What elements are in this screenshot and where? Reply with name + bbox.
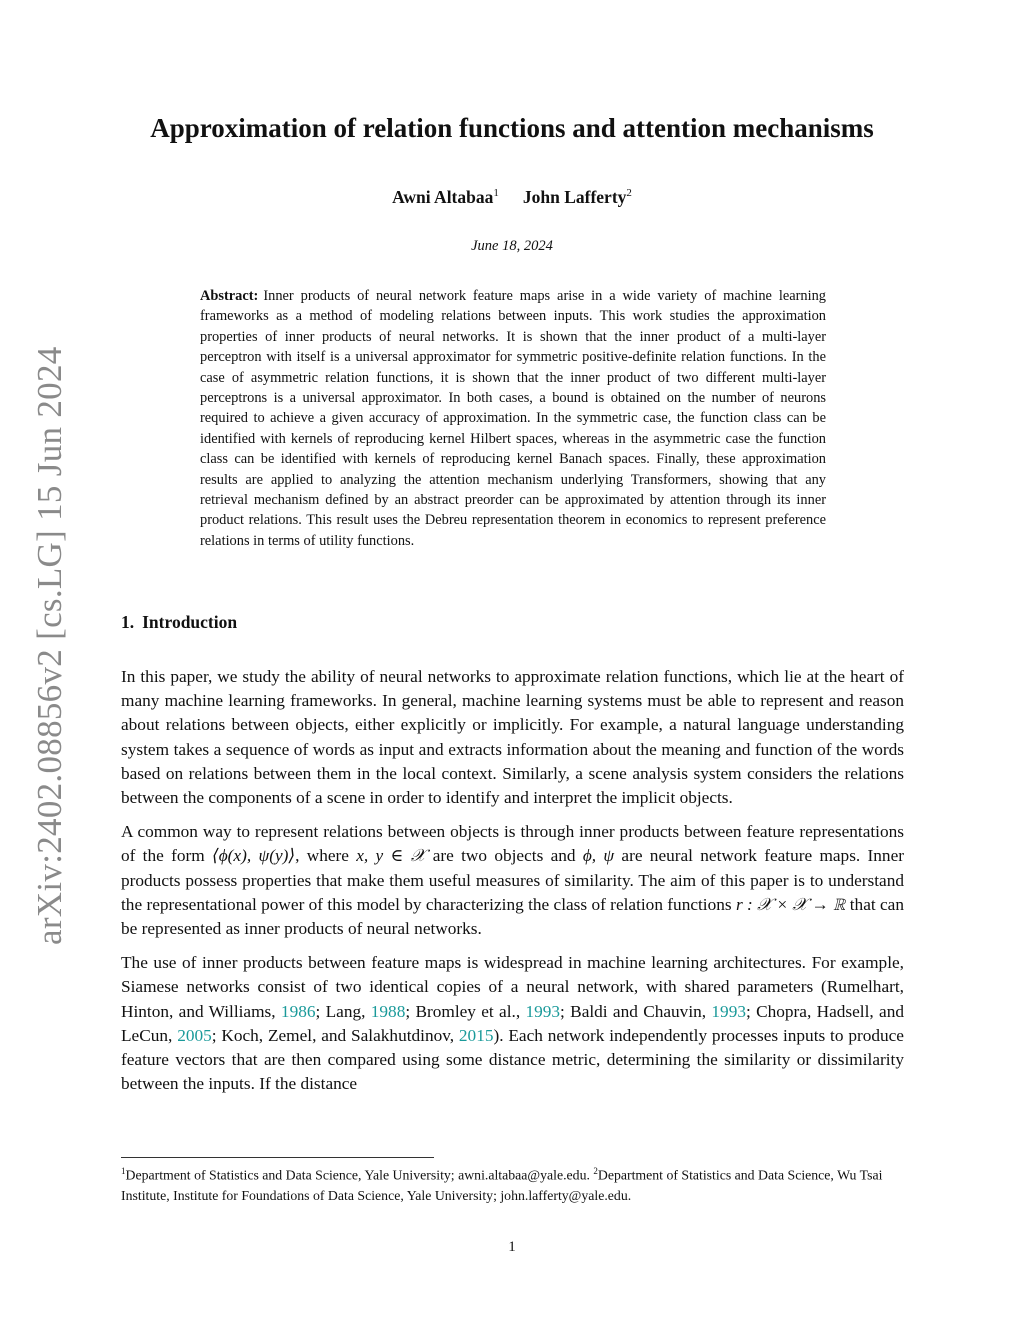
citation-link[interactable]: 1993: [525, 1001, 561, 1021]
author-list: [0, 187, 1024, 208]
paper-title: Approximation of relation functions and attention mechanisms: [150, 113, 874, 143]
text-run: ; Koch, Zemel, and Salakhutdinov,: [211, 1025, 459, 1045]
page-number: 1: [508, 1239, 516, 1255]
author-name: John Lafferty: [522, 187, 627, 207]
text-run: A common way to represent relations between objects is through inner products between feature representations of the form: [121, 822, 904, 866]
citation-link[interactable]: 2015: [458, 1025, 494, 1045]
section-title: Introduction: [142, 612, 238, 632]
text-run: The use of inner products between feature maps is widespread in machine learning architectures. For example, Siamese networks consist of two identical copies of a neural network, with shared parameters (Rumelhart, Hinton, and Williams,: [121, 953, 904, 1021]
citation-link[interactable]: 1986: [280, 1001, 316, 1021]
text-run: , where: [295, 846, 357, 866]
author-affiliation-mark: 1: [493, 187, 499, 200]
paragraph: [121, 820, 904, 941]
author-name: Awni Altabaa: [392, 187, 494, 207]
citation-link[interactable]: 2005: [177, 1025, 212, 1045]
math-inline: ⟨ϕ(x), ψ(y)⟩: [211, 846, 296, 866]
text-run: ; Lang,: [315, 1001, 371, 1021]
math-inline: r : 𝒳 × 𝒳 → ℝ: [735, 894, 846, 914]
footnote-text: Department of Statistics and Data Science, Wu Tsai Institute, Institute for Foundations of Data Science, Yale University; john.lafferty@yale.edu.: [121, 1167, 883, 1203]
text-run: that can be represented as inner products of neural networks.: [121, 894, 904, 939]
footnote-divider: [121, 1157, 434, 1158]
abstract: [200, 286, 826, 551]
text-run: are neural network feature maps. Inner products possess properties that make them useful measures of similarity. The aim of this paper is to understand the representational power of this model by characterizing the class of relation functions: [121, 846, 904, 914]
section-heading: [121, 612, 237, 633]
arxiv-identifier: arXiv:2402.08856v2 [cs.LG] 15 Jun 2024: [30, 346, 69, 945]
publication-date: June 18, 2024: [471, 238, 553, 254]
text-run: ). Each network independently processes inputs to produce feature vectors that are then compared using some distance metric, determining the similarity or dissimilarity between the inputs. If the distance: [121, 1025, 904, 1094]
footnote-mark: 1: [121, 1166, 126, 1176]
footnote: [121, 1161, 904, 1206]
math-inline: x, y ∈ 𝒳: [356, 846, 426, 866]
body-text: [121, 665, 904, 1106]
citation-link[interactable]: 1993: [711, 1001, 746, 1021]
math-inline: ϕ, ψ: [582, 846, 615, 866]
abstract-text: Inner products of neural network feature maps arise in a wide variety of machine learning frameworks as a method of modeling relations between inputs. This work studies the approximation properties of inner products of neural networks. It is shown that the inner product of a multi-layer perceptron with itself is a universal approximator for symmetric positive-definite relation functions. In the case of asymmetric relation functions, it is shown that the inner product of two different multi-layer perceptrons is a universal approximator. In both cases, a bound is obtained on the number of neurons required to achieve a given accuracy of approximation. In the symmetric case, the function class can be identified with kernels of reproducing kernel Hilbert spaces, whereas in the asymmetric case the function class can be identified with kernels of reproducing kernel Banach spaces. Finally, these approximation results are applied to analyzing the attention mechanism underlying Transformers, showing that any retrieval mechanism defined by an abstract preorder can be approximated by attention through its inner product relations. This result uses the Debreu representation theorem in economics to represent preference relations in terms of utility functions.: [200, 288, 826, 549]
text-run: ; Bromley et al.,: [405, 1001, 526, 1021]
citation-link[interactable]: 1988: [370, 1001, 406, 1021]
text-run: are two objects and: [425, 846, 583, 866]
section-number: 1.: [121, 612, 135, 632]
footnote-mark: 2: [593, 1166, 598, 1176]
paragraph: In this paper, we study the ability of neural networks to approximate relation functions, which lie at the heart of many machine learning frameworks. In general, machine learning systems must be able to represent and reason about relations between objects, either explicitly or implicitly. For example, a natural language understanding system takes a sequence of words as input and extracts information about the meaning and function of the words based on relations between them in the local context. Similarly, a scene analysis system considers the relations between the components of a scene in order to identify and interpret the implicit objects.: [121, 667, 904, 808]
abstract-label: Abstract:: [200, 288, 259, 304]
paragraph: [121, 951, 904, 1096]
text-run: ; Chopra, Hadsell, and LeCun,: [121, 1001, 904, 1045]
text-run: ; Baldi and Chauvin,: [560, 1001, 712, 1021]
author-affiliation-mark: 2: [626, 187, 632, 200]
footnote-text: Department of Statistics and Data Science, Yale University; awni.altabaa@yale.edu.: [125, 1167, 594, 1183]
